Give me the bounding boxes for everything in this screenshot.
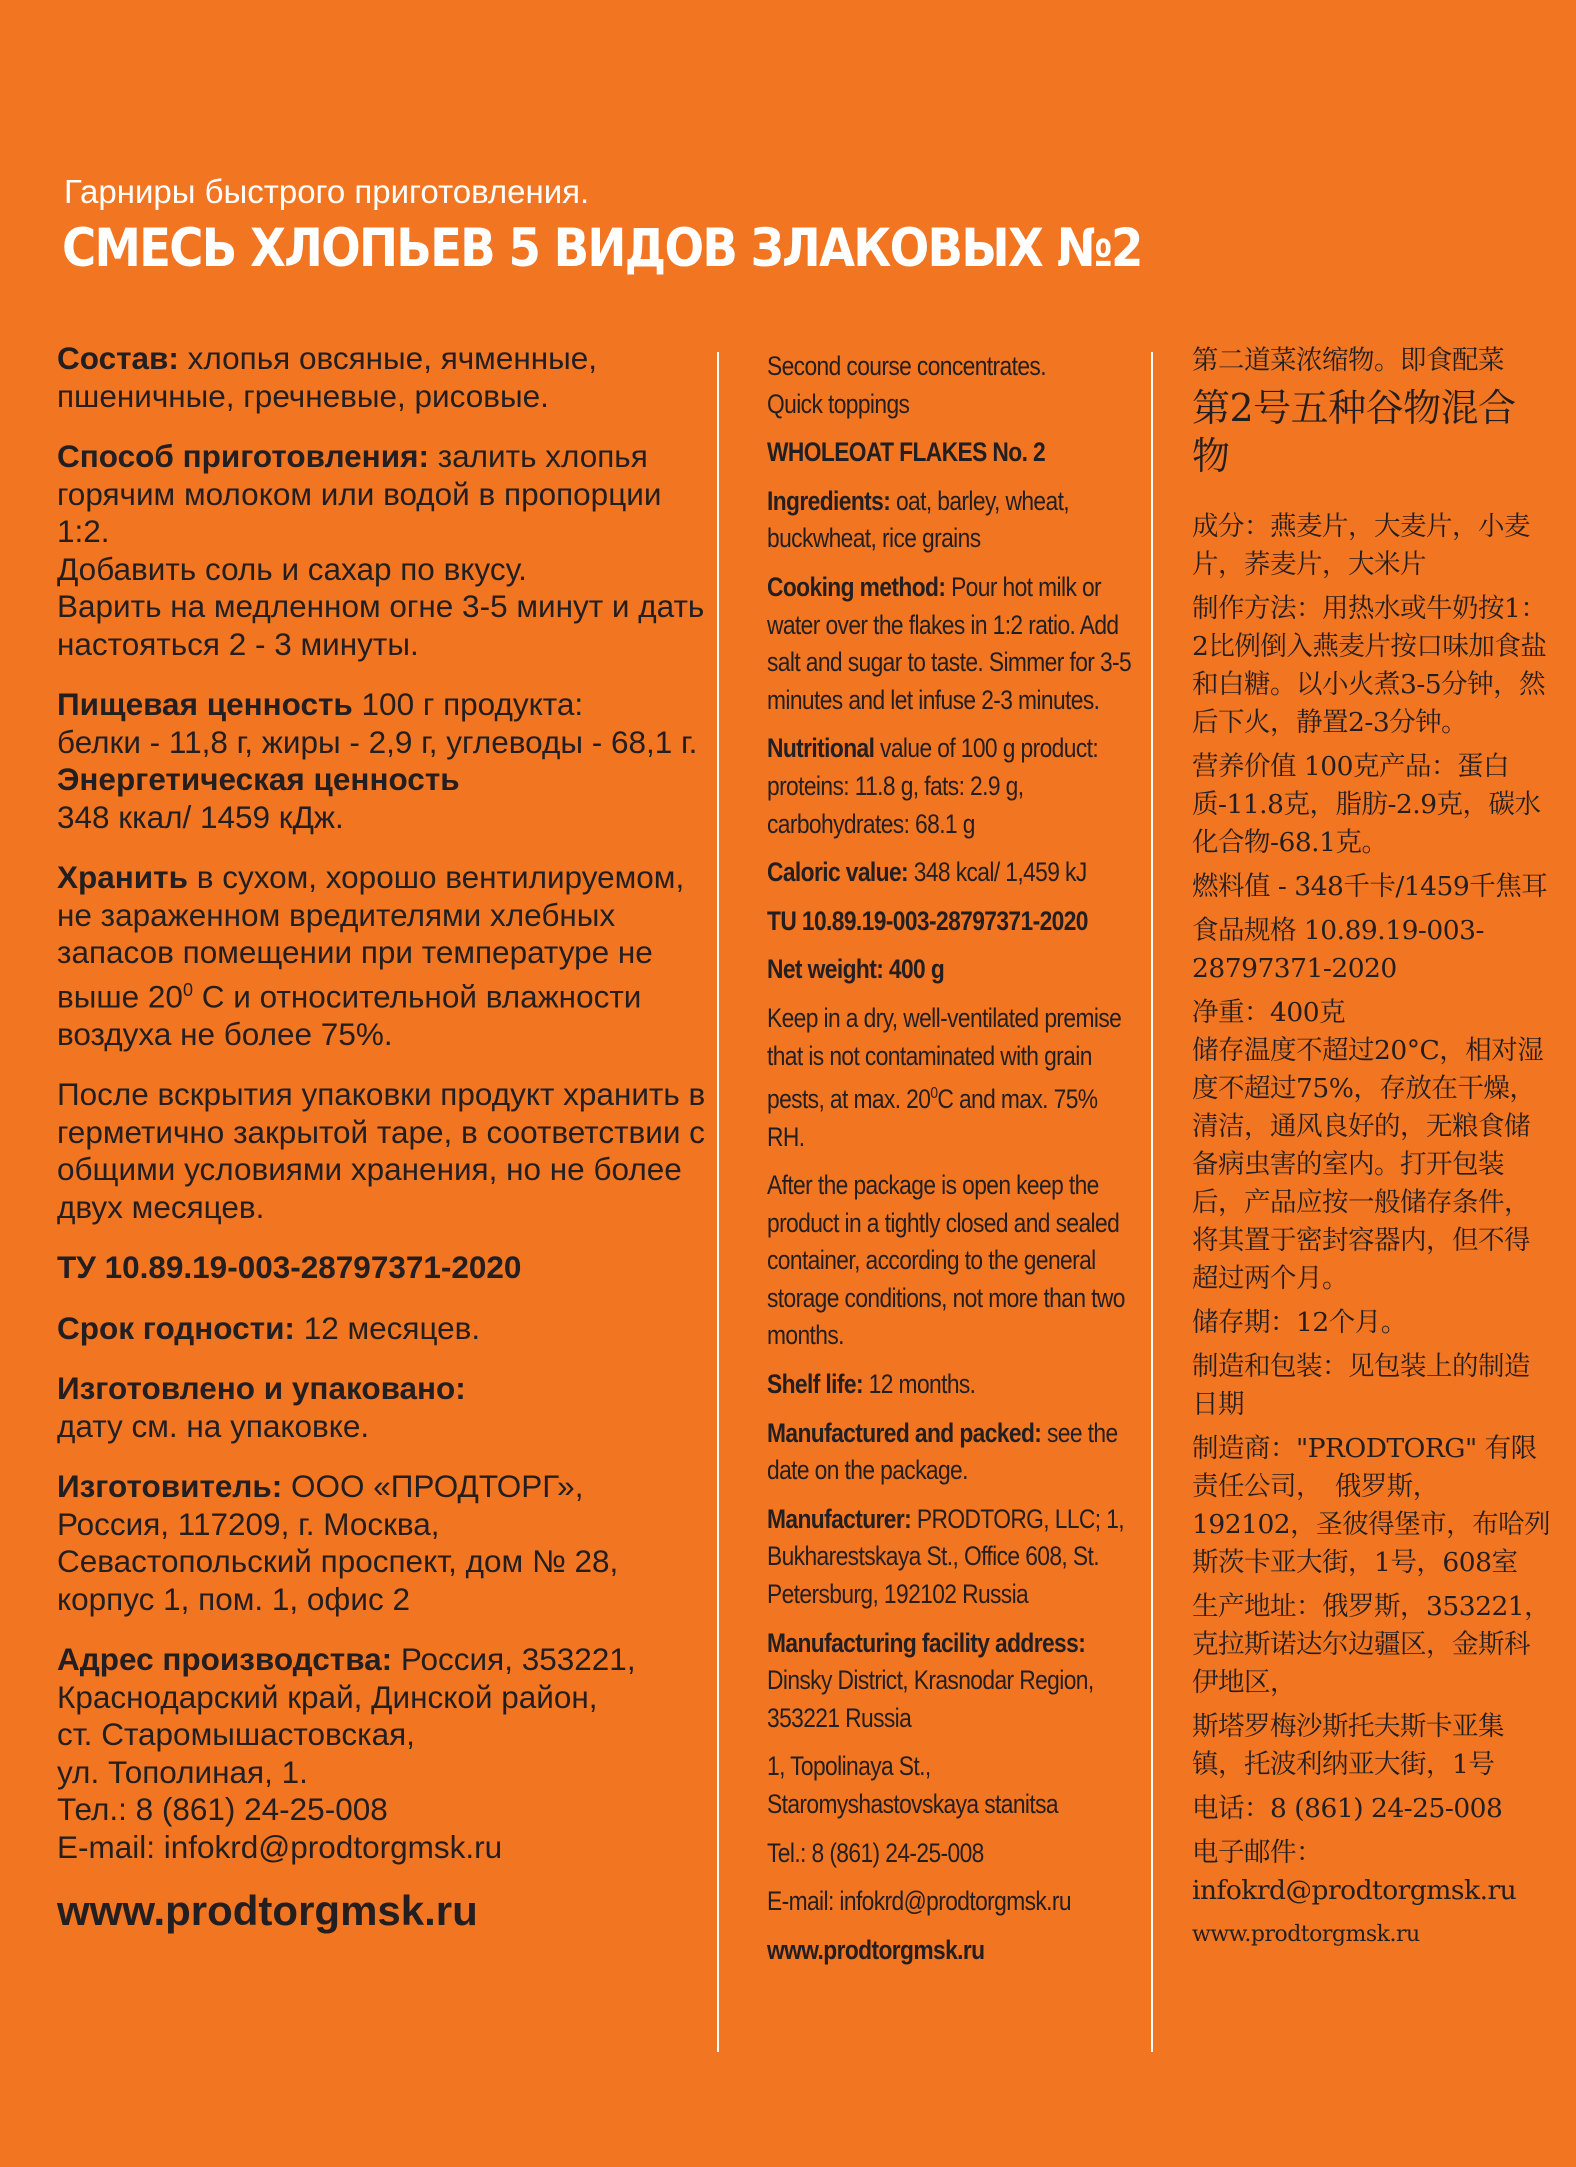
zh-manufacturer: 制造商："PRODTORG" 有限责任公司， 俄罗斯，192102，圣彼得堡市，布哈列斯茨卡亚大街，1号，608室 (1192, 1433, 1551, 1578)
en-storage (767, 1000, 1137, 1156)
ru-cooking-label: Способ приготовления: (57, 438, 429, 474)
en-phone: Tel.: 8 (861) 24-25-008 (767, 1837, 984, 1868)
ru-manufacturer (57, 1468, 707, 1618)
en-facility (767, 1625, 1137, 1738)
zh-cooking: 制作方法：用热水或牛奶按1：2比例倒入燕麦片按口味加食盐和白糖。以小火煮3-5分钟，然后下火，静置2-3分钟。 (1192, 593, 1547, 738)
ru-address (57, 1641, 707, 1791)
zh-nutrition: 营养价值 100克产品：蛋白质-11.8克，脂肪-2.9克，碳水化合物-68.1克。 (1192, 751, 1541, 858)
product-subtitle: Гарниры быстрого приготовления. (64, 173, 590, 210)
english-column (767, 348, 1132, 1980)
zh-phone: 电话：8 (861) 24-25-008 (1192, 1793, 1503, 1824)
en-made (767, 1415, 1137, 1490)
en-tu (767, 903, 1137, 941)
ru-phone: Тел.: 8 (861) 24-25-008 (57, 1791, 388, 1827)
zh-energy: 燃料值 - 348千卡/1459千焦耳 (1192, 871, 1548, 902)
column-divider-left (717, 352, 719, 2052)
zh-email: 电子邮件：infokrd@prodtorgmsk.ru (1192, 1837, 1517, 1906)
en-email: E-mail: infokrd@prodtorgmsk.ru (767, 1886, 1071, 1917)
en-title (767, 434, 1137, 472)
zh-spec: 食品规格 10.89.19-003-28797371-2020 (1192, 915, 1484, 984)
chinese-column (1192, 342, 1552, 1960)
ru-composition-label: Состав: (57, 340, 179, 376)
en-nutrition (767, 730, 1137, 843)
zh-ingredients: 成分：燕麦片，大麦片，小麦片，荞麦片，大米片 (1192, 511, 1530, 580)
en-caloric (767, 854, 1137, 892)
ru-address-label: Адрес производства: (57, 1641, 393, 1677)
ru-shelf-life (57, 1310, 707, 1348)
zh-website: www.prodtorgmsk.ru (1192, 1922, 1420, 1947)
en-title-text: WHOLEOAT FLAKES No. 2 (767, 437, 1046, 468)
ru-shelf-text: 12 месяцев. (294, 1309, 481, 1346)
en-degree-sup: 0 (930, 1085, 938, 1103)
en-net-weight (767, 951, 1137, 989)
en-net-weight-text: Net weight: 400 g (767, 954, 945, 985)
en-website (767, 1932, 1137, 1970)
zh-address-1: 生产地址：俄罗斯，353221，克拉斯诺达尔边疆区，金斯科伊地区， (1192, 1591, 1551, 1698)
ru-energy-label-text: Энергетическая ценность (57, 761, 460, 797)
en-ingredients-label: Ingredients: (767, 485, 891, 516)
product-title: СМЕСЬ ХЛОПЬЕВ 5 ВИДОВ ЗЛАКОВЫХ №2 (62, 218, 1142, 279)
ru-energy-value: 348 ккал/ 1459 кДж. (57, 798, 344, 835)
ru-degree-sup: 0 (182, 979, 193, 1000)
ru-website: www.prodtorgmsk.ru (57, 1887, 478, 1934)
ru-made-label (57, 1370, 707, 1408)
en-made-text: see the date on the package. (767, 1417, 1118, 1486)
column-divider-right (1151, 352, 1153, 2052)
ru-tu-code: ТУ 10.89.19-003-28797371-2020 (57, 1249, 522, 1285)
en-shelf-life (767, 1366, 1137, 1404)
ru-composition (57, 340, 707, 415)
ru-email: E-mail: infokrd@prodtorgmsk.ru (57, 1828, 503, 1865)
ru-storage (57, 859, 707, 1053)
ru-cooking-text: залить хлопья горячим молоком или водой в пропорции 1:2. Добавить соль и сахар по вкусу. Варить на медленном огне 3-5 минут и дать настояться 2 - 3 минуты. (57, 438, 705, 662)
en-facility-label: Manufacturing facility address: (767, 1627, 1086, 1658)
zh-title: 第2号五种谷物混合物 (1192, 386, 1516, 478)
ru-after-open: После вскрытия упаковки продукт хранить в герметично закрытой таре, в соответствии с общими условиями хранения, но не более двух месяцев. (57, 1076, 706, 1225)
ru-nutrition-label: Пищевая ценность (57, 686, 353, 722)
ru-nutrition (57, 686, 707, 761)
zh-address-2: 斯塔罗梅沙斯托夫斯卡亚集镇，托波利纳亚大街，1号 (1192, 1711, 1504, 1780)
en-tu-code: TU 10.89.19-003-28797371-2020 (767, 905, 1088, 936)
en-cooking-text: Pour hot milk or water over the flakes in 1:2 ratio. Add salt and sugar to taste. Simmer for 3-5 minutes and let infuse 2-3 minutes. (767, 571, 1132, 715)
en-caloric-text: 348 kcal/ 1,459 kJ (908, 857, 1087, 888)
en-ingredients-text: oat, barley, wheat, buckwheat, rice grains (767, 485, 1070, 554)
en-shelf-label: Shelf life: (767, 1369, 863, 1400)
en-cooking (767, 569, 1137, 719)
en-website-text: www.prodtorgmsk.ru (767, 1934, 985, 1965)
ru-tu (57, 1249, 707, 1287)
ru-energy-label (57, 761, 707, 799)
en-manufacturer-text: PRODTORG, LLC; 1, Bukharestskaya St., Office 608, St. Petersburg, 192102 Russia (767, 1503, 1125, 1610)
zh-storage: 储存温度不超过20°C，相对湿度不超过75%，存放在干燥，清洁，通风良好的，无粮食储备病虫害的室内。打开包装后，产品应按一般储存条件，将其置于密封容器内，但不得超过两个月。 (1192, 1035, 1544, 1294)
zh-made: 制造和包装：见包装上的制造日期 (1192, 1351, 1530, 1420)
ru-address-text: Россия, 353221, Краснодарский край, Динской район, ст. Старомышастовская, ул. Тополиная, 1. (57, 1641, 636, 1790)
ru-manufacturer-text: ООО «ПРОДТОРГ», Россия, 117209, г. Москва, Севастопольский проспект, дом № 28, корпус 1, пом. 1, офис 2 (57, 1468, 619, 1617)
zh-intro: 第二道菜浓缩物。即食配菜 (1192, 345, 1504, 376)
en-nutrition-label: Nutritional (767, 733, 875, 764)
en-ingredients (767, 483, 1137, 558)
ru-manufacturer-label: Изготовитель: (57, 1468, 283, 1504)
en-made-label: Manufactured and packed: (767, 1417, 1042, 1448)
ru-shelf-label: Срок годности: (57, 1309, 295, 1346)
ru-made-text: дату см. на упаковке. (57, 1407, 370, 1444)
ru-storage-text: в сухом, хорошо вентилируемом, не зараженном вредителями хлебных запасов помещении при температуре не выше 20 (57, 859, 685, 1014)
ru-storage-label: Хранить (57, 859, 188, 895)
en-storage-text-end: C and max. 75% RH. (767, 1083, 1098, 1152)
ru-nutrition-text: 100 г продукта: белки - 11,8 г, жиры - 2,9 г, углеводы - 68,1 г. (57, 686, 698, 760)
en-storage-text: Keep in a dry, well-ventilated premise that is not contaminated with grain pests, at max. 20 (767, 1002, 1122, 1114)
en-after-open: After the package is open keep the product in a tightly closed and sealed container, according to the general storage conditions, not more than two months. (767, 1170, 1125, 1351)
ru-composition-text: хлопья овсяные, ячменные, пшеничные, гречневые, рисовые. (57, 340, 598, 414)
ru-made-label-text: Изготовлено и упаковано: (57, 1370, 466, 1406)
label-header (62, 170, 1522, 284)
en-intro: Second course concentrates. Quick toppings (767, 351, 1046, 419)
en-cooking-label: Cooking method: (767, 571, 946, 602)
en-nutrition-text: value of 100 g product: proteins: 11.8 g, fats: 2.9 g, carbohydrates: 68.1 g (767, 733, 1099, 839)
en-street: 1, Topolinaya St., Staromyshastovskaya stanitsa (767, 1751, 1058, 1820)
en-manufacturer-label: Manufacturer: (767, 1503, 912, 1534)
english-column-inner (767, 348, 1137, 1969)
en-shelf-text: 12 months. (862, 1369, 976, 1400)
en-facility-text: Dinsky District, Krasnodar Region, 353221 Russia (767, 1665, 1094, 1733)
en-manufacturer (767, 1501, 1137, 1614)
zh-shelf-life: 储存期：12个月。 (1192, 1307, 1407, 1338)
ru-storage-text-end: С и относительной влажности воздуха не более 75%. (57, 978, 642, 1052)
zh-net-weight: 净重：400克 (1192, 997, 1346, 1028)
en-caloric-label: Caloric value: (767, 857, 909, 888)
ru-cooking (57, 438, 707, 663)
russian-column (57, 340, 707, 1964)
